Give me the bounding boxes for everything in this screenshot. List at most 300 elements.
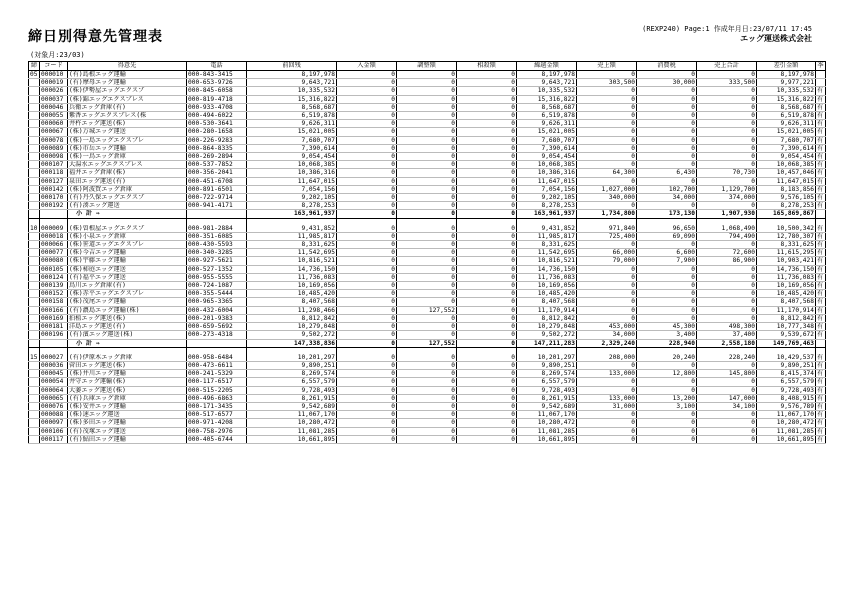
phone-cell: 000-722-9714 — [187, 194, 247, 202]
sales-cell: 0 — [577, 128, 637, 136]
tax-cell: 173,130 — [637, 210, 697, 218]
prev-balance-cell: 9,643,721 — [247, 79, 337, 87]
payment-cell: 0 — [337, 331, 397, 339]
carryover-cell: 8,407,568 — [517, 298, 577, 306]
tax-cell: 0 — [637, 103, 697, 111]
code-cell: 000106 — [40, 427, 68, 435]
adjustment-cell: 0 — [397, 273, 457, 281]
flag-cell: 有 — [816, 185, 826, 193]
payment-cell: 0 — [337, 225, 397, 233]
net-cell: 10,777,348 — [757, 323, 816, 331]
phone-cell: 000-965-3365 — [187, 298, 247, 306]
net-cell: 8,183,856 — [757, 185, 816, 193]
sales-cell: 0 — [577, 87, 637, 95]
sales-cell: 31,000 — [577, 402, 637, 410]
phone-cell: 000-405-6744 — [187, 435, 247, 443]
table-row — [29, 402, 826, 410]
prev-balance-cell: 10,280,472 — [247, 419, 337, 427]
table-row — [29, 153, 826, 161]
payment-cell: 0 — [337, 241, 397, 249]
col-sales: 売上額 — [577, 62, 637, 71]
shime-cell — [29, 298, 40, 306]
tax-cell: 7,900 — [637, 257, 697, 265]
adjustment-cell: 0 — [397, 71, 457, 79]
tax-cell: 0 — [637, 314, 697, 322]
payment-cell: 0 — [337, 232, 397, 240]
net-cell: 9,576,105 — [757, 194, 816, 202]
offset-cell: 0 — [457, 394, 517, 402]
prev-balance-cell: 8,197,978 — [247, 71, 337, 79]
customer-name-cell: (有)濃島エッグ運輸(株) — [68, 306, 187, 314]
phone-cell — [187, 339, 247, 347]
phone-cell: 000-933-4708 — [187, 103, 247, 111]
customer-name-cell: 紫香エッグエクスプレス(株 — [68, 112, 187, 120]
flag-cell: 有 — [816, 370, 826, 378]
flag-cell: 有 — [816, 265, 826, 273]
table-row — [29, 177, 826, 185]
code-cell: 000019 — [40, 79, 68, 87]
col-payment: 入金額 — [337, 62, 397, 71]
customer-name-cell: (株)井川エッグ運輸 — [68, 370, 187, 378]
adjustment-cell: 0 — [397, 394, 457, 402]
tax-cell: 102,700 — [637, 185, 697, 193]
col-offset: 相殺額 — [457, 62, 517, 71]
net-cell: 10,903,421 — [757, 257, 816, 265]
tax-cell: 30,000 — [637, 79, 697, 87]
customer-table — [28, 61, 826, 444]
net-cell: 9,626,311 — [757, 120, 816, 128]
net-cell: 11,736,083 — [757, 273, 816, 281]
sales-cell: 0 — [577, 290, 637, 298]
table-row — [29, 314, 826, 322]
shime-cell — [29, 169, 40, 177]
adjustment-cell: 127,552 — [397, 306, 457, 314]
prev-balance-cell: 15,316,822 — [247, 95, 337, 103]
table-row — [29, 144, 826, 152]
table-row — [29, 378, 826, 386]
offset-cell: 0 — [457, 144, 517, 152]
payment-cell: 0 — [337, 419, 397, 427]
carryover-cell: 8,261,915 — [517, 394, 577, 402]
tax-cell: 12,800 — [637, 370, 697, 378]
table-row — [29, 241, 826, 249]
prev-balance-cell: 11,081,285 — [247, 427, 337, 435]
customer-name-cell: (株)一鳥エッグ倉庫 — [68, 153, 187, 161]
phone-cell: 000-273-4318 — [187, 331, 247, 339]
phone-cell: 000-941-4171 — [187, 202, 247, 210]
code-cell: 000036 — [40, 361, 68, 369]
tax-cell: 0 — [637, 128, 697, 136]
table-row — [29, 273, 826, 281]
tax-cell: 0 — [637, 378, 697, 386]
code-cell — [40, 210, 68, 218]
shime-cell — [29, 128, 40, 136]
carryover-cell: 6,519,878 — [517, 112, 577, 120]
tax-cell: 0 — [637, 202, 697, 210]
phone-cell: 000-432-6004 — [187, 306, 247, 314]
sales-total-cell: 0 — [697, 427, 757, 435]
offset-cell: 0 — [457, 185, 517, 193]
net-cell: 12,780,307 — [757, 232, 816, 240]
shime-cell — [29, 112, 40, 120]
created-date: 作成年月日:23/07/11 17:45 — [713, 25, 812, 33]
payment-cell: 0 — [337, 394, 397, 402]
customer-name-cell: (株)笹道エッグエクスプレ — [68, 241, 187, 249]
adjustment-cell: 0 — [397, 210, 457, 218]
flag-cell — [816, 71, 826, 79]
sales-total-cell: 794,490 — [697, 232, 757, 240]
carryover-cell: 6,557,579 — [517, 378, 577, 386]
tax-cell: 0 — [637, 161, 697, 169]
flag-cell: 有 — [816, 394, 826, 402]
code-cell: 000196 — [40, 331, 68, 339]
customer-name-cell: 鳥川エッグ倉庫(有) — [68, 282, 187, 290]
offset-cell: 0 — [457, 177, 517, 185]
offset-cell: 0 — [457, 378, 517, 386]
code-cell: 000097 — [40, 419, 68, 427]
flag-cell: 有 — [816, 419, 826, 427]
offset-cell: 0 — [457, 71, 517, 79]
code-cell: 000192 — [40, 202, 68, 210]
subtotal-label: 小 計 ⇒ — [68, 210, 187, 218]
tax-cell: 0 — [637, 153, 697, 161]
prev-balance-cell: 10,386,316 — [247, 169, 337, 177]
sales-cell: 303,500 — [577, 79, 637, 87]
flag-cell: 有 — [816, 136, 826, 144]
prev-balance-cell: 10,169,056 — [247, 282, 337, 290]
customer-name-cell: (有)島根エッグ運輸 — [68, 71, 187, 79]
shime-cell — [29, 232, 40, 240]
shime-cell — [29, 290, 40, 298]
tax-cell: 0 — [637, 298, 697, 306]
customer-name-cell: (株)今吉エッグ運輸 — [68, 249, 187, 257]
prev-balance-cell: 9,431,852 — [247, 225, 337, 233]
adjustment-cell: 0 — [397, 411, 457, 419]
phone-cell: 000-971-4208 — [187, 419, 247, 427]
tax-cell: 228,940 — [637, 339, 697, 347]
shime-cell — [29, 249, 40, 257]
flag-cell: 有 — [816, 202, 826, 210]
table-row — [29, 257, 826, 265]
prev-balance-cell: 8,407,568 — [247, 298, 337, 306]
carryover-cell: 7,680,707 — [517, 136, 577, 144]
flag-cell — [816, 339, 826, 347]
sales-total-cell: 0 — [697, 419, 757, 427]
payment-cell: 0 — [337, 95, 397, 103]
carryover-cell: 9,643,721 — [517, 79, 577, 87]
payment-cell: 0 — [337, 257, 397, 265]
flag-cell: 有 — [816, 378, 826, 386]
prev-balance-cell: 9,202,105 — [247, 194, 337, 202]
flag-cell: 有 — [816, 232, 826, 240]
flag-cell: 有 — [816, 298, 826, 306]
sales-total-cell: 1,129,700 — [697, 185, 757, 193]
flag-cell: 有 — [816, 103, 826, 111]
carryover-cell: 14,736,150 — [517, 265, 577, 273]
table-row — [29, 419, 826, 427]
adjustment-cell: 0 — [397, 298, 457, 306]
net-cell: 11,615,295 — [757, 249, 816, 257]
phone-cell: 000-355-5444 — [187, 290, 247, 298]
code-cell: 000166 — [40, 306, 68, 314]
table-row — [29, 232, 826, 240]
adjustment-cell: 0 — [397, 232, 457, 240]
shime-cell — [29, 103, 40, 111]
payment-cell: 0 — [337, 185, 397, 193]
code-cell: 000080 — [40, 257, 68, 265]
prev-balance-cell: 10,661,895 — [247, 435, 337, 443]
col-customer: 得意先 — [68, 62, 187, 71]
phone-cell: 000-340-3285 — [187, 249, 247, 257]
sales-cell: 0 — [577, 136, 637, 144]
sales-cell: 0 — [577, 273, 637, 281]
table-row — [29, 169, 826, 177]
prev-balance-cell: 11,647,015 — [247, 177, 337, 185]
prev-balance-cell: 11,298,466 — [247, 306, 337, 314]
prev-balance-cell: 8,568,687 — [247, 103, 337, 111]
code-cell: 000009 — [40, 225, 68, 233]
code-cell: 000077 — [40, 249, 68, 257]
prev-balance-cell: 11,985,817 — [247, 232, 337, 240]
offset-cell: 0 — [457, 120, 517, 128]
payment-cell: 0 — [337, 435, 397, 443]
prev-balance-cell: 9,728,493 — [247, 386, 337, 394]
prev-balance-cell: 14,736,150 — [247, 265, 337, 273]
sales-total-cell: 0 — [697, 95, 757, 103]
sales-total-cell: 0 — [697, 128, 757, 136]
sales-total-cell: 37,400 — [697, 331, 757, 339]
prev-balance-cell: 9,502,272 — [247, 331, 337, 339]
sales-cell: 1,027,000 — [577, 185, 637, 193]
phone-cell: 000-515-2205 — [187, 386, 247, 394]
sales-total-cell: 0 — [697, 298, 757, 306]
tax-cell: 0 — [637, 144, 697, 152]
table-row — [29, 71, 826, 79]
table-row — [29, 112, 826, 120]
sales-total-cell: 0 — [697, 386, 757, 394]
carryover-cell: 9,542,689 — [517, 402, 577, 410]
tax-cell: 0 — [637, 386, 697, 394]
carryover-cell: 9,626,311 — [517, 120, 577, 128]
col-code: コード — [40, 62, 68, 71]
flag-cell: 有 — [816, 95, 826, 103]
carryover-cell: 8,197,978 — [517, 71, 577, 79]
customer-name-cell: 井守エッグ運輸(株) — [68, 378, 187, 386]
table-row — [29, 290, 826, 298]
net-cell: 10,169,056 — [757, 282, 816, 290]
shime-cell — [29, 273, 40, 281]
payment-cell: 0 — [337, 386, 397, 394]
phone-cell: 000-494-6022 — [187, 112, 247, 120]
offset-cell: 0 — [457, 136, 517, 144]
code-cell: 000067 — [40, 128, 68, 136]
net-cell: 8,415,374 — [757, 370, 816, 378]
adjustment-cell: 0 — [397, 323, 457, 331]
sales-total-cell: 1,068,490 — [697, 225, 757, 233]
col-sales-total: 売上合計 — [697, 62, 757, 71]
flag-cell: 有 — [816, 177, 826, 185]
code-cell: 000142 — [40, 185, 68, 193]
shime-cell — [29, 194, 40, 202]
code-cell: 000139 — [40, 282, 68, 290]
adjustment-cell: 0 — [397, 257, 457, 265]
code-cell: 000045 — [40, 370, 68, 378]
offset-cell: 0 — [457, 282, 517, 290]
flag-cell: 有 — [816, 386, 826, 394]
sales-total-cell: 147,000 — [697, 394, 757, 402]
offset-cell: 0 — [457, 339, 517, 347]
sales-cell: 208,000 — [577, 354, 637, 362]
table-row — [29, 427, 826, 435]
flag-cell: 有 — [816, 87, 826, 95]
table-row — [29, 79, 826, 87]
sales-cell: 0 — [577, 314, 637, 322]
net-cell: 14,736,150 — [757, 265, 816, 273]
offset-cell: 0 — [457, 386, 517, 394]
net-cell: 8,408,915 — [757, 394, 816, 402]
adjustment-cell: 0 — [397, 169, 457, 177]
flag-cell: 有 — [816, 153, 826, 161]
shime-cell — [29, 386, 40, 394]
prev-balance-cell: 10,068,385 — [247, 161, 337, 169]
offset-cell: 0 — [457, 249, 517, 257]
code-cell: 000152 — [40, 290, 68, 298]
sales-total-cell: 0 — [697, 435, 757, 443]
sales-cell: 725,400 — [577, 232, 637, 240]
sales-cell: 0 — [577, 144, 637, 152]
shime-cell: 15 — [29, 354, 40, 362]
adjustment-cell: 0 — [397, 370, 457, 378]
prev-balance-cell: 9,054,454 — [247, 153, 337, 161]
table-body — [29, 71, 826, 444]
net-cell: 8,812,842 — [757, 314, 816, 322]
adjustment-cell: 0 — [397, 402, 457, 410]
adjustment-cell: 0 — [397, 103, 457, 111]
adjustment-cell: 0 — [397, 435, 457, 443]
tax-cell: 0 — [637, 87, 697, 95]
prev-balance-cell: 11,067,170 — [247, 411, 337, 419]
offset-cell: 0 — [457, 79, 517, 87]
tax-cell: 0 — [637, 241, 697, 249]
payment-cell: 0 — [337, 87, 397, 95]
adjustment-cell: 0 — [397, 314, 457, 322]
sales-total-cell: 0 — [697, 71, 757, 79]
sales-cell: 0 — [577, 265, 637, 273]
sales-total-cell: 34,100 — [697, 402, 757, 410]
table-row — [29, 361, 826, 369]
table-row — [29, 136, 826, 144]
shime-cell — [29, 323, 40, 331]
payment-cell: 0 — [337, 370, 397, 378]
carryover-cell: 11,736,083 — [517, 273, 577, 281]
sales-total-cell: 0 — [697, 290, 757, 298]
table-row — [29, 435, 826, 443]
net-cell: 7,390,614 — [757, 144, 816, 152]
code-cell: 000010 — [40, 71, 68, 79]
adjustment-cell: 0 — [397, 153, 457, 161]
net-cell: 165,869,867 — [757, 210, 816, 218]
offset-cell: 0 — [457, 354, 517, 362]
code-cell: 000105 — [40, 265, 68, 273]
shime-cell — [29, 402, 40, 410]
tax-cell: 69,090 — [637, 232, 697, 240]
net-cell: 10,661,895 — [757, 435, 816, 443]
prev-balance-cell: 11,542,695 — [247, 249, 337, 257]
adjustment-cell: 127,552 — [397, 339, 457, 347]
shime-cell: 10 — [29, 225, 40, 233]
flag-cell: 有 — [816, 144, 826, 152]
carryover-cell: 11,647,015 — [517, 177, 577, 185]
prev-balance-cell: 9,542,689 — [247, 402, 337, 410]
phone-cell: 000-845-6058 — [187, 87, 247, 95]
table-row — [29, 225, 826, 233]
table-row — [29, 161, 826, 169]
phone-cell: 000-269-2894 — [187, 153, 247, 161]
sales-total-cell: 0 — [697, 282, 757, 290]
sales-total-cell: 0 — [697, 314, 757, 322]
sales-cell: 0 — [577, 161, 637, 169]
sales-total-cell: 0 — [697, 378, 757, 386]
carryover-cell: 10,201,297 — [517, 354, 577, 362]
flag-cell: 有 — [816, 411, 826, 419]
sales-cell: 0 — [577, 298, 637, 306]
phone-cell: 000-451-6708 — [187, 177, 247, 185]
phone-cell: 000-473-6611 — [187, 361, 247, 369]
shime-cell — [29, 161, 40, 169]
table-row — [29, 282, 826, 290]
code-cell: 000055 — [40, 112, 68, 120]
sales-total-cell: 333,500 — [697, 79, 757, 87]
prev-balance-cell: 9,626,311 — [247, 120, 337, 128]
sales-cell: 0 — [577, 112, 637, 120]
table-row — [29, 103, 826, 111]
tax-cell: 20,240 — [637, 354, 697, 362]
sales-cell: 0 — [577, 103, 637, 111]
customer-name-cell: 福井エッグ倉庫(株) — [68, 169, 187, 177]
offset-cell: 0 — [457, 419, 517, 427]
adjustment-cell: 0 — [397, 249, 457, 257]
payment-cell: 0 — [337, 136, 397, 144]
flag-cell: 有 — [816, 427, 826, 435]
sales-total-cell: 70,730 — [697, 169, 757, 177]
phone-cell — [187, 210, 247, 218]
phone-cell: 000-981-2884 — [187, 225, 247, 233]
phone-cell: 000-537-7852 — [187, 161, 247, 169]
code-cell: 000170 — [40, 194, 68, 202]
phone-cell: 000-201-9383 — [187, 314, 247, 322]
table-row — [29, 120, 826, 128]
col-shime: 締 — [29, 62, 40, 71]
table-row — [29, 95, 826, 103]
sales-cell: 0 — [577, 419, 637, 427]
customer-name-cell: 大湯水エッグエクスプレス — [68, 161, 187, 169]
tax-cell: 0 — [637, 273, 697, 281]
table-row — [29, 306, 826, 314]
table-row — [29, 394, 826, 402]
sales-cell: 133,000 — [577, 370, 637, 378]
phone-cell: 000-891-6501 — [187, 185, 247, 193]
phone-cell: 000-659-5692 — [187, 323, 247, 331]
report-header-info — [642, 24, 812, 44]
net-cell: 11,081,285 — [757, 427, 816, 435]
payment-cell: 0 — [337, 354, 397, 362]
report-code: (REXP240) — [642, 25, 681, 33]
offset-cell: 0 — [457, 314, 517, 322]
shime-cell — [29, 185, 40, 193]
flag-cell: 有 — [816, 314, 826, 322]
shime-cell — [29, 419, 40, 427]
tax-cell: 13,200 — [637, 394, 697, 402]
